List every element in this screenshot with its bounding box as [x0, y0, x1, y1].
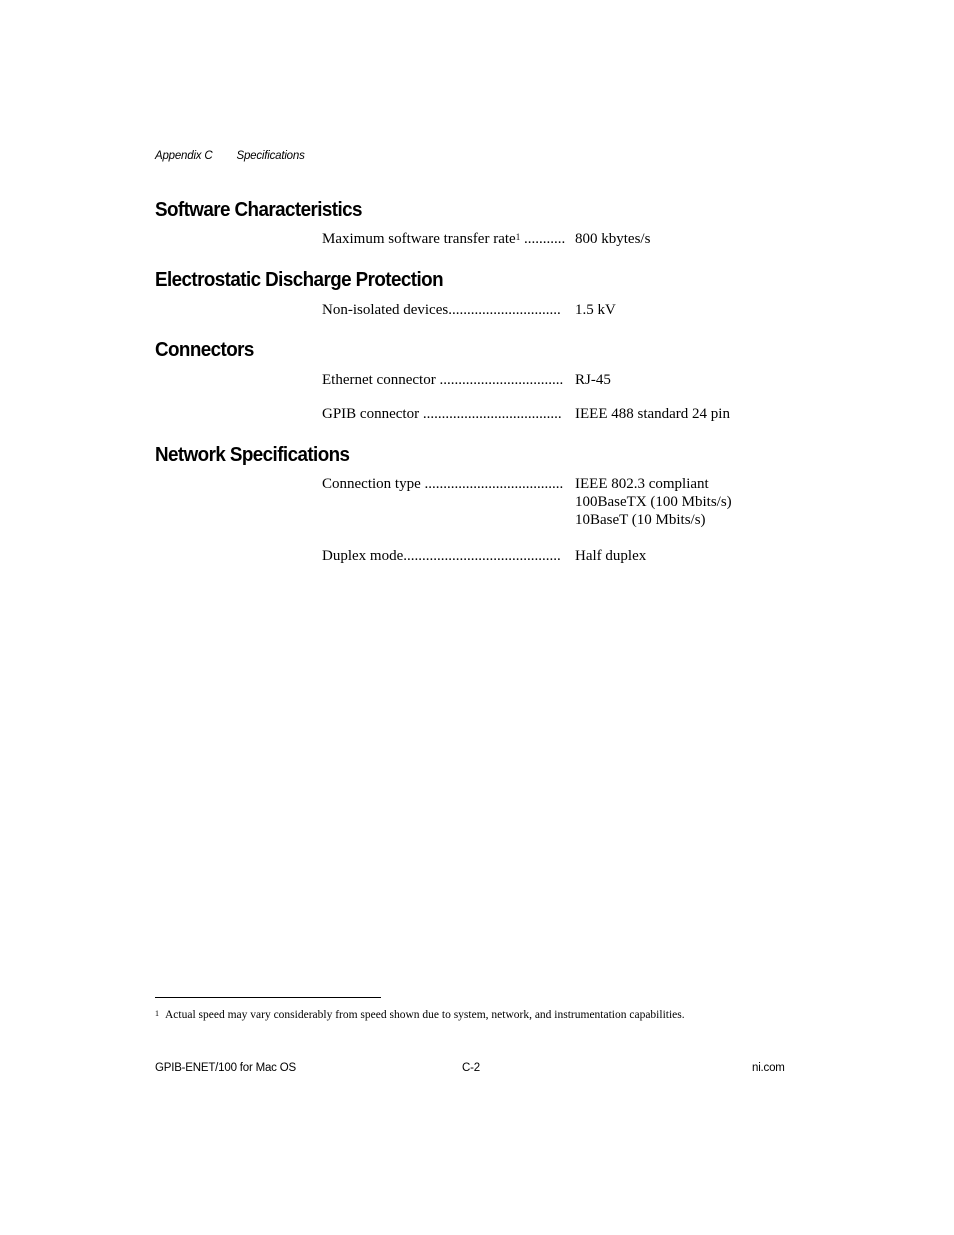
spec-max-transfer-rate — [322, 230, 792, 248]
dot-leader: ..................................... — [420, 476, 564, 492]
footnote — [155, 1009, 685, 1021]
dot-leader: ................................. — [435, 372, 564, 388]
footnote-rule — [155, 997, 381, 998]
dot-leader: ........... — [520, 231, 566, 247]
spec-label: GPIB connector — [322, 406, 420, 422]
spec-label: Duplex mode — [322, 548, 404, 564]
dot-leader: .............................. — [448, 302, 561, 318]
footnote-text: Actual speed may vary considerably from speed shown due to system, network, and instrumentation capabilities. — [165, 1009, 685, 1021]
spec-gpib-connector — [322, 405, 792, 423]
spec-value: Half duplex — [575, 548, 647, 564]
spec-label: Non-isolated devices — [322, 302, 449, 318]
spec-value: 10BaseT (10 Mbits/s) — [575, 512, 706, 528]
section-title-esd: Electrostatic Discharge Protection — [155, 269, 443, 291]
spec-ethernet-connector — [322, 371, 792, 389]
spec-non-isolated-devices — [322, 301, 792, 319]
spec-duplex-mode — [322, 547, 792, 565]
spec-value: RJ-45 — [575, 372, 611, 388]
section-title-software: Software Characteristics — [155, 199, 362, 221]
appendix-label: Appendix C — [155, 150, 213, 162]
spec-value: 800 kbytes/s — [575, 231, 651, 247]
section-title-connectors: Connectors — [155, 339, 254, 361]
footer-website: ni.com — [752, 1062, 785, 1074]
spec-label: Ethernet connector — [322, 372, 436, 388]
spec-label: Maximum software transfer rate — [322, 231, 516, 247]
spec-label: Connection type — [322, 476, 421, 492]
section-label: Specifications — [236, 150, 305, 162]
dot-leader: .......................................... — [403, 548, 561, 564]
footnote-mark: 1 — [155, 1009, 159, 1018]
spec-value: 100BaseTX (100 Mbits/s) — [575, 494, 732, 510]
spec-value: 1.5 kV — [575, 302, 616, 318]
running-header — [155, 150, 305, 162]
footnote-ref: 1 — [515, 232, 521, 242]
page-number: C-2 — [462, 1062, 480, 1074]
spec-value: IEEE 488 standard 24 pin — [575, 406, 730, 422]
spec-connection-type — [322, 475, 792, 529]
section-title-network: Network Specifications — [155, 444, 350, 466]
spec-value: IEEE 802.3 compliant — [575, 476, 709, 492]
dot-leader: ..................................... — [419, 406, 562, 422]
footer-title: GPIB-ENET/100 for Mac OS — [155, 1062, 296, 1074]
